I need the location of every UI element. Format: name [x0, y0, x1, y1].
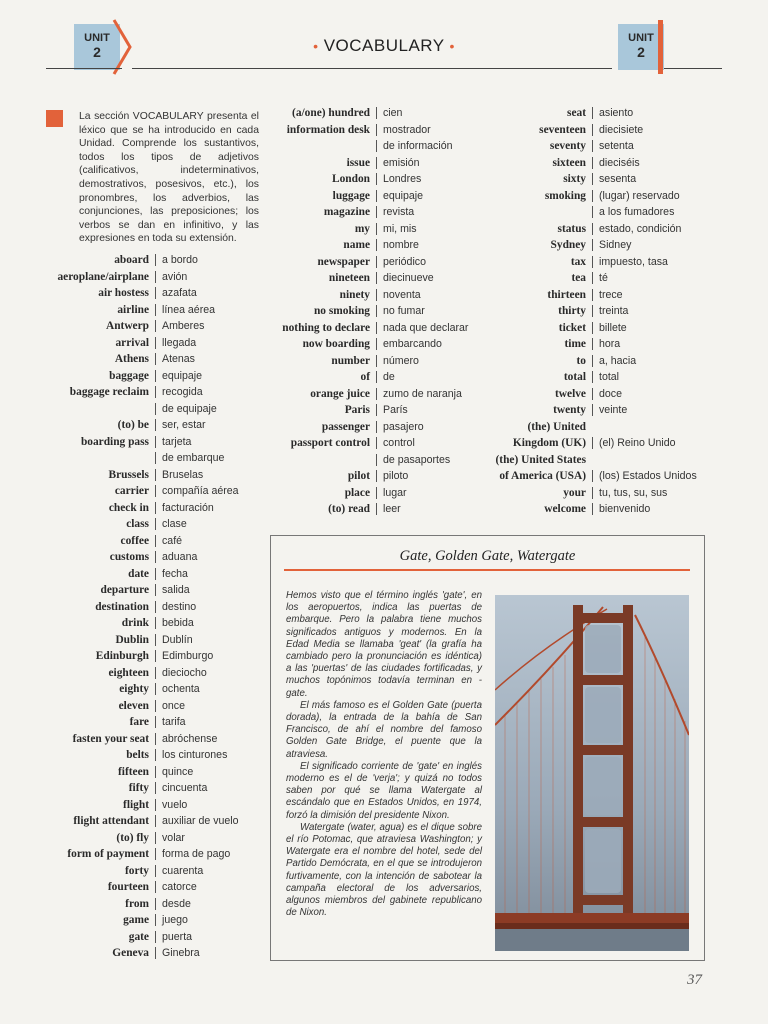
vocab-row — [48, 436, 255, 453]
vocab-english: (the) United States — [495, 453, 586, 466]
header-rule-center — [132, 68, 612, 69]
vocab-row — [48, 815, 255, 832]
vocab-row — [48, 370, 255, 387]
vocab-english: no smoking — [313, 305, 370, 317]
page-number: 37 — [687, 972, 702, 988]
vocab-english: issue — [346, 156, 370, 169]
vocab-row — [486, 454, 692, 471]
vocab-spanish: Amberes — [155, 320, 255, 332]
vocab-row — [268, 289, 488, 306]
vocab-spanish: tu, tus, su, sus — [592, 487, 692, 499]
info-paragraph: El más famoso es el Golden Gate (puerta dorada), la entrada de la bahía de San Francisco, de ahí el nombre del famoso Golden Gate Bridge, el puente que la atraviesa. — [286, 699, 482, 760]
vocab-row — [268, 157, 488, 174]
vocab-spanish: embarcando — [376, 338, 488, 350]
golden-gate-photo — [495, 595, 689, 951]
vocab-english: time — [564, 338, 586, 350]
vocab-row — [48, 485, 255, 502]
vocab-row — [486, 322, 692, 339]
vocab-english: ticket — [558, 321, 586, 334]
vocab-row — [48, 881, 255, 898]
vocab-row — [48, 386, 255, 403]
vocab-english: thirty — [558, 305, 586, 317]
vocab-spanish: once — [155, 700, 255, 712]
vocab-spanish: los cinturones — [155, 749, 255, 761]
vocab-row — [48, 617, 255, 634]
vocab-row — [48, 832, 255, 849]
vocab-spanish: tarjeta — [155, 436, 255, 448]
vocab-spanish: dieciséis — [592, 157, 692, 169]
vocab-spanish: Edimburgo — [155, 650, 255, 662]
vocab-spanish: cuarenta — [155, 865, 255, 877]
vocab-spanish: veinte — [592, 404, 692, 416]
vocab-spanish: Sidney — [592, 239, 692, 251]
vocab-row — [48, 947, 255, 964]
vocab-spanish: bienvenido — [592, 503, 692, 515]
vocab-english: seat — [567, 107, 586, 119]
vocab-spanish: desde — [155, 898, 255, 910]
vocab-spanish: catorce — [155, 881, 255, 893]
unit-label: UNIT — [628, 32, 654, 44]
info-box-text — [286, 590, 482, 919]
vocab-spanish: a, hacia — [592, 355, 692, 367]
vocab-row — [486, 206, 692, 223]
vocab-english: eighteen — [108, 666, 149, 679]
vocab-spanish: abróchense — [155, 733, 255, 745]
vocab-column-1 — [48, 254, 255, 964]
vocab-english: airline — [117, 303, 149, 316]
vocab-english: (to) be — [117, 419, 149, 431]
vocab-spanish: Dublín — [155, 634, 255, 646]
vocab-row — [268, 107, 488, 124]
vocab-row — [48, 287, 255, 304]
vocab-row — [48, 403, 255, 420]
vocab-spanish: tarifa — [155, 716, 255, 728]
vocab-spanish: fecha — [155, 568, 255, 580]
info-paragraph: El significado corriente de 'gate' en inglés moderno es el de 'verja'; y quizá no todos saben por qué se llama Watergate al escándalo que en Estados Unidos, en 1974, forzó la dimisión del presidente Nixon. — [286, 760, 482, 821]
vocab-english: now boarding — [302, 338, 370, 350]
vocab-spanish: diecisiete — [592, 124, 692, 136]
vocab-spanish: ochenta — [155, 683, 255, 695]
vocab-english: fifteen — [118, 765, 149, 778]
vocab-row — [48, 766, 255, 783]
vocab-english: number — [331, 354, 370, 367]
vocab-english: customs — [109, 551, 149, 563]
vocab-english: orange juice — [310, 387, 370, 400]
vocab-row — [486, 421, 692, 438]
vocab-row — [48, 898, 255, 915]
vocab-spanish: auxiliar de vuelo — [155, 815, 255, 827]
unit-label: UNIT — [84, 32, 110, 44]
vocab-english: passport control — [290, 437, 370, 449]
vocab-english: seventeen — [539, 123, 586, 136]
vocab-row — [268, 355, 488, 372]
info-box-rule — [284, 569, 690, 571]
vocab-english: passenger — [321, 420, 370, 433]
vocab-row — [48, 749, 255, 766]
vocab-row — [268, 173, 488, 190]
vocab-row — [48, 667, 255, 684]
vocab-spanish: impuesto, tasa — [592, 256, 692, 268]
vocab-row — [268, 470, 488, 487]
vocab-english: sixty — [563, 173, 586, 185]
vocab-row — [48, 337, 255, 354]
vocab-english: (to) fly — [116, 831, 149, 844]
vocab-english: nothing to declare — [282, 321, 370, 334]
vocab-row — [48, 650, 255, 667]
vocab-spanish: de pasaportes — [376, 454, 488, 466]
vocab-spanish: de información — [376, 140, 488, 152]
vocab-spanish: vuelo — [155, 799, 255, 811]
vocab-english: arrival — [115, 336, 149, 349]
vocab-spanish: café — [155, 535, 255, 547]
vocab-english: Geneva — [112, 947, 149, 959]
vocab-spanish: número — [376, 355, 488, 367]
vocab-row — [486, 124, 692, 141]
vocab-spanish: Bruselas — [155, 469, 255, 481]
vocab-spanish: volar — [155, 832, 255, 844]
vocab-english: baggage reclaim — [69, 386, 149, 398]
vocab-spanish: a los fumadores — [592, 206, 692, 218]
vocab-spanish: trece — [592, 289, 692, 301]
vocab-english: thirteen — [547, 288, 586, 301]
vocab-english: seventy — [549, 140, 586, 152]
vocab-english: belts — [126, 749, 149, 761]
vocab-spanish: total — [592, 371, 692, 383]
vocab-spanish: equipaje — [155, 370, 255, 382]
vocab-row — [486, 157, 692, 174]
vocab-spanish: clase — [155, 518, 255, 530]
vocab-row — [486, 470, 697, 487]
vocab-english: fare — [129, 716, 149, 728]
vocab-row — [268, 239, 488, 256]
vocab-row — [486, 256, 692, 273]
vocab-spanish: revista — [376, 206, 488, 218]
vocab-row — [48, 914, 255, 931]
vocab-english: air hostess — [98, 287, 149, 299]
vocab-row — [48, 931, 255, 948]
vocab-spanish: té — [592, 272, 692, 284]
vocab-spanish: quince — [155, 766, 255, 778]
vocab-spanish: (el) Reino Unido — [592, 437, 692, 449]
vocab-row — [48, 865, 255, 882]
vocab-row — [486, 173, 692, 190]
vocab-row — [48, 551, 255, 568]
vocab-spanish: puerta — [155, 931, 255, 943]
vocab-english: (the) United — [527, 420, 586, 433]
vocab-english: baggage — [109, 369, 149, 382]
vocab-english: drink — [121, 617, 149, 629]
vocab-english: Dublin — [115, 633, 149, 646]
vocab-english: fasten your seat — [72, 732, 149, 745]
vocab-spanish: dieciocho — [155, 667, 255, 679]
vocab-spanish: Atenas — [155, 353, 255, 365]
vocab-row — [268, 454, 488, 471]
info-box — [270, 535, 705, 961]
vocab-english: check in — [108, 501, 149, 514]
vocab-english: date — [128, 567, 149, 580]
vocab-spanish: billete — [592, 322, 692, 334]
vocab-spanish: nombre — [376, 239, 488, 251]
vocab-spanish: avión — [155, 271, 255, 283]
vocab-row — [48, 304, 255, 321]
vocab-english: ninety — [339, 288, 370, 301]
vocab-row — [48, 502, 255, 519]
vocab-spanish: de equipaje — [155, 403, 255, 415]
vocab-spanish: de — [376, 371, 488, 383]
vocab-row — [486, 338, 692, 355]
vocab-row — [268, 487, 488, 504]
vocab-english: newspaper — [317, 255, 370, 268]
vocab-english: (to) read — [328, 503, 370, 515]
vocab-row — [486, 487, 692, 504]
vocab-english: welcome — [544, 503, 586, 515]
vocab-spanish: leer — [376, 503, 488, 515]
vocab-english: your — [563, 486, 586, 499]
vocab-row — [486, 437, 692, 454]
vocab-spanish: recogida — [155, 386, 255, 398]
vocab-english: sixteen — [552, 156, 586, 169]
vocab-spanish: equipaje — [376, 190, 488, 202]
vocab-english: magazine — [323, 206, 370, 218]
vocab-row — [268, 223, 488, 240]
vocab-english: game — [123, 914, 149, 926]
vocab-row — [268, 190, 488, 207]
vocab-row — [486, 503, 692, 520]
vocab-spanish: treinta — [592, 305, 692, 317]
vocab-row — [268, 421, 488, 438]
vocab-english: Brussels — [108, 468, 149, 481]
vocab-english: place — [344, 486, 370, 499]
vocab-row — [48, 683, 255, 700]
vocab-spanish: asiento — [592, 107, 692, 119]
vocab-spanish: línea aérea — [155, 304, 255, 316]
vocab-spanish: mi, mis — [376, 223, 488, 235]
vocab-spanish: mostrador — [376, 124, 488, 136]
vocab-spanish: bebida — [155, 617, 255, 629]
vocab-spanish: juego — [155, 914, 255, 926]
vocab-english: Kingdom (UK) — [512, 437, 586, 449]
vocab-english: aboard — [114, 254, 149, 266]
section-marker — [46, 110, 63, 127]
vocab-row — [268, 140, 488, 157]
vocab-row — [268, 124, 488, 141]
vocab-spanish: control — [376, 437, 488, 449]
intro-text: La sección VOCABULARY presenta el léxico que se ha introducido en cada Unidad. Comprende los sustantivos, todos los tipos de adjetivos (calificativos, indeterminativos, demostrativos, posesivos, etc.), los pronombres, los adverbios, las conjunciones, las preposiciones; los verbos se dan en infinitivo, y las expresiones en toda su extensión. — [79, 111, 259, 245]
vocab-row — [268, 322, 488, 339]
vocab-english: eleven — [118, 699, 149, 712]
vocab-row — [268, 371, 488, 388]
header-rule-right — [664, 68, 722, 69]
vocab-row — [48, 535, 255, 552]
vocab-row — [48, 782, 255, 799]
vocab-row — [486, 289, 692, 306]
vocab-row — [486, 305, 692, 322]
vocab-row — [48, 799, 255, 816]
vocab-row — [48, 353, 255, 370]
vocab-spanish: estado, condición — [592, 223, 692, 235]
vocab-spanish: piloto — [376, 470, 488, 482]
vocab-english: luggage — [332, 189, 370, 202]
vocab-spanish: Londres — [376, 173, 488, 185]
vocab-row — [48, 452, 255, 469]
vocab-column-3 — [486, 107, 697, 520]
vocab-english: coffee — [120, 534, 149, 547]
vocab-row — [48, 584, 255, 601]
vocab-spanish: (lugar) reservado — [592, 190, 692, 202]
vocab-row — [48, 848, 255, 865]
vocab-spanish: llegada — [155, 337, 255, 349]
vocab-english: destination — [95, 600, 149, 613]
vocab-spanish: diecinueve — [376, 272, 488, 284]
vocab-row — [486, 107, 692, 124]
page-title-text: VOCABULARY — [323, 36, 445, 55]
vocab-column-2 — [268, 107, 488, 520]
vocab-spanish: azafata — [155, 287, 255, 299]
vocab-spanish: forma de pago — [155, 848, 255, 860]
vocab-spanish: destino — [155, 601, 255, 613]
vocab-row — [48, 568, 255, 585]
vocab-english: of America (USA) — [499, 470, 586, 482]
vocab-row — [268, 256, 488, 273]
vocab-row — [268, 338, 488, 355]
vocab-row — [48, 518, 255, 535]
vocab-spanish: hora — [592, 338, 692, 350]
vocab-row — [48, 320, 255, 337]
vocab-english: twelve — [555, 387, 586, 400]
vocab-english: class — [126, 518, 149, 530]
vocab-row — [48, 254, 255, 271]
vocab-row — [486, 223, 692, 240]
vocab-english: tea — [571, 272, 586, 284]
vocab-english: Sydney — [550, 239, 586, 251]
vocab-row — [268, 305, 488, 322]
vocab-english: smoking — [544, 189, 586, 202]
vocab-english: Paris — [344, 404, 370, 416]
vocab-english: eighty — [119, 683, 149, 695]
vocab-spanish: facturación — [155, 502, 255, 514]
vocab-english: Athens — [114, 353, 149, 365]
vocab-spanish: cincuenta — [155, 782, 255, 794]
title-dot-right: • — [449, 38, 455, 54]
vocab-row — [268, 272, 488, 289]
vocab-row — [48, 716, 255, 733]
vocab-row — [48, 733, 255, 750]
vocab-spanish: periódico — [376, 256, 488, 268]
header-rule-left — [46, 68, 122, 69]
vocab-spanish: doce — [592, 388, 692, 400]
unit-number: 2 — [93, 43, 101, 60]
vocab-spanish: sesenta — [592, 173, 692, 185]
vocab-row — [268, 437, 488, 454]
vocab-spanish: a bordo — [155, 254, 255, 266]
vocab-spanish: ser, estar — [155, 419, 255, 431]
vocab-english: total — [563, 371, 586, 383]
vocab-english: of — [360, 371, 370, 383]
vocab-spanish: (los) Estados Unidos — [592, 470, 692, 482]
vocab-english: status — [557, 222, 586, 235]
vocab-english: tax — [570, 255, 586, 268]
vocab-english: (a/one) hundred — [292, 107, 370, 119]
unit-accent-bar — [658, 20, 663, 74]
vocab-row — [268, 404, 488, 421]
vocab-english: boarding pass — [80, 435, 149, 448]
vocab-spanish: nada que declarar — [376, 322, 488, 334]
vocab-row — [486, 190, 692, 207]
vocab-row — [48, 419, 255, 436]
vocab-spanish: de embarque — [155, 452, 255, 464]
vocab-row — [48, 469, 255, 486]
vocab-english: departure — [100, 584, 149, 596]
title-dot-left: • — [313, 38, 319, 54]
vocab-english: information desk — [286, 123, 370, 136]
vocab-english: name — [343, 239, 370, 251]
unit-number: 2 — [637, 43, 645, 60]
vocab-row — [486, 404, 692, 421]
vocab-english: Edinburgh — [95, 650, 149, 662]
vocab-row — [486, 272, 692, 289]
vocab-spanish: noventa — [376, 289, 488, 301]
vocab-spanish: lugar — [376, 487, 488, 499]
vocab-english: flight — [123, 798, 149, 811]
vocab-spanish: compañía aérea — [155, 485, 255, 497]
vocab-english: twenty — [553, 404, 586, 416]
vocab-english: gate — [128, 930, 149, 943]
vocab-english: my — [354, 222, 370, 235]
vocab-english: carrier — [114, 485, 149, 497]
vocab-spanish: aduana — [155, 551, 255, 563]
vocab-row — [268, 206, 488, 223]
vocab-row — [486, 239, 692, 256]
vocab-english: forty — [124, 864, 149, 877]
vocab-spanish: zumo de naranja — [376, 388, 488, 400]
vocab-english: London — [332, 173, 370, 185]
vocab-spanish: salida — [155, 584, 255, 596]
vocab-spanish: emisión — [376, 157, 488, 169]
vocab-spanish: Ginebra — [155, 947, 255, 959]
vocab-row — [486, 388, 692, 405]
info-box-title: Gate, Golden Gate, Watergate — [399, 548, 576, 564]
vocab-english: to — [576, 354, 586, 367]
vocab-english: fifty — [128, 782, 149, 794]
vocab-row — [48, 634, 255, 651]
vocab-row — [486, 140, 692, 157]
vocab-english: form of payment — [67, 848, 149, 860]
vocab-spanish: París — [376, 404, 488, 416]
vocab-english: aeroplane/airplane — [57, 270, 149, 283]
vocab-english: flight attendant — [73, 815, 149, 827]
vocab-row — [268, 388, 488, 405]
vocab-english: from — [125, 897, 149, 910]
vocab-row — [268, 503, 488, 520]
info-paragraph: Hemos visto que el término inglés 'gate', en los aeropuertos, indica las puertas de embarque. Pero la palabra tiene muchos significados antiguos y modernos. En la Edad Media se llamaba 'geat' (la grafía ha cambiado pero la pronunciación es idéntica) a las 'puertas' de las ciudades fortificadas, y muchos topónimos todavía terminan en -gate. — [286, 590, 482, 699]
vocab-row — [486, 371, 692, 388]
vocab-row — [48, 700, 255, 717]
vocab-row — [486, 355, 692, 372]
vocab-spanish: setenta — [592, 140, 692, 152]
vocab-spanish: cien — [376, 107, 488, 119]
vocab-row — [48, 271, 255, 288]
vocab-spanish: pasajero — [376, 421, 488, 433]
vocab-english: fourteen — [107, 881, 149, 893]
vocab-english: pilot — [347, 470, 370, 482]
vocab-english: Antwerp — [105, 320, 149, 332]
vocab-spanish: no fumar — [376, 305, 488, 317]
info-paragraph: Watergate (water, agua) es el dique sobre el río Potomac, que atraviesa Washington; y Watergate era el nombre del hotel, sede del Partido Demócrata, en el que se introdujeron furtivamente, con la intención de sabotear la campaña electoral de los adversarios, algunos miembros del gabinete republicano de Nixon. — [286, 821, 482, 919]
vocab-row — [48, 601, 255, 618]
vocab-english: nineteen — [328, 272, 370, 284]
